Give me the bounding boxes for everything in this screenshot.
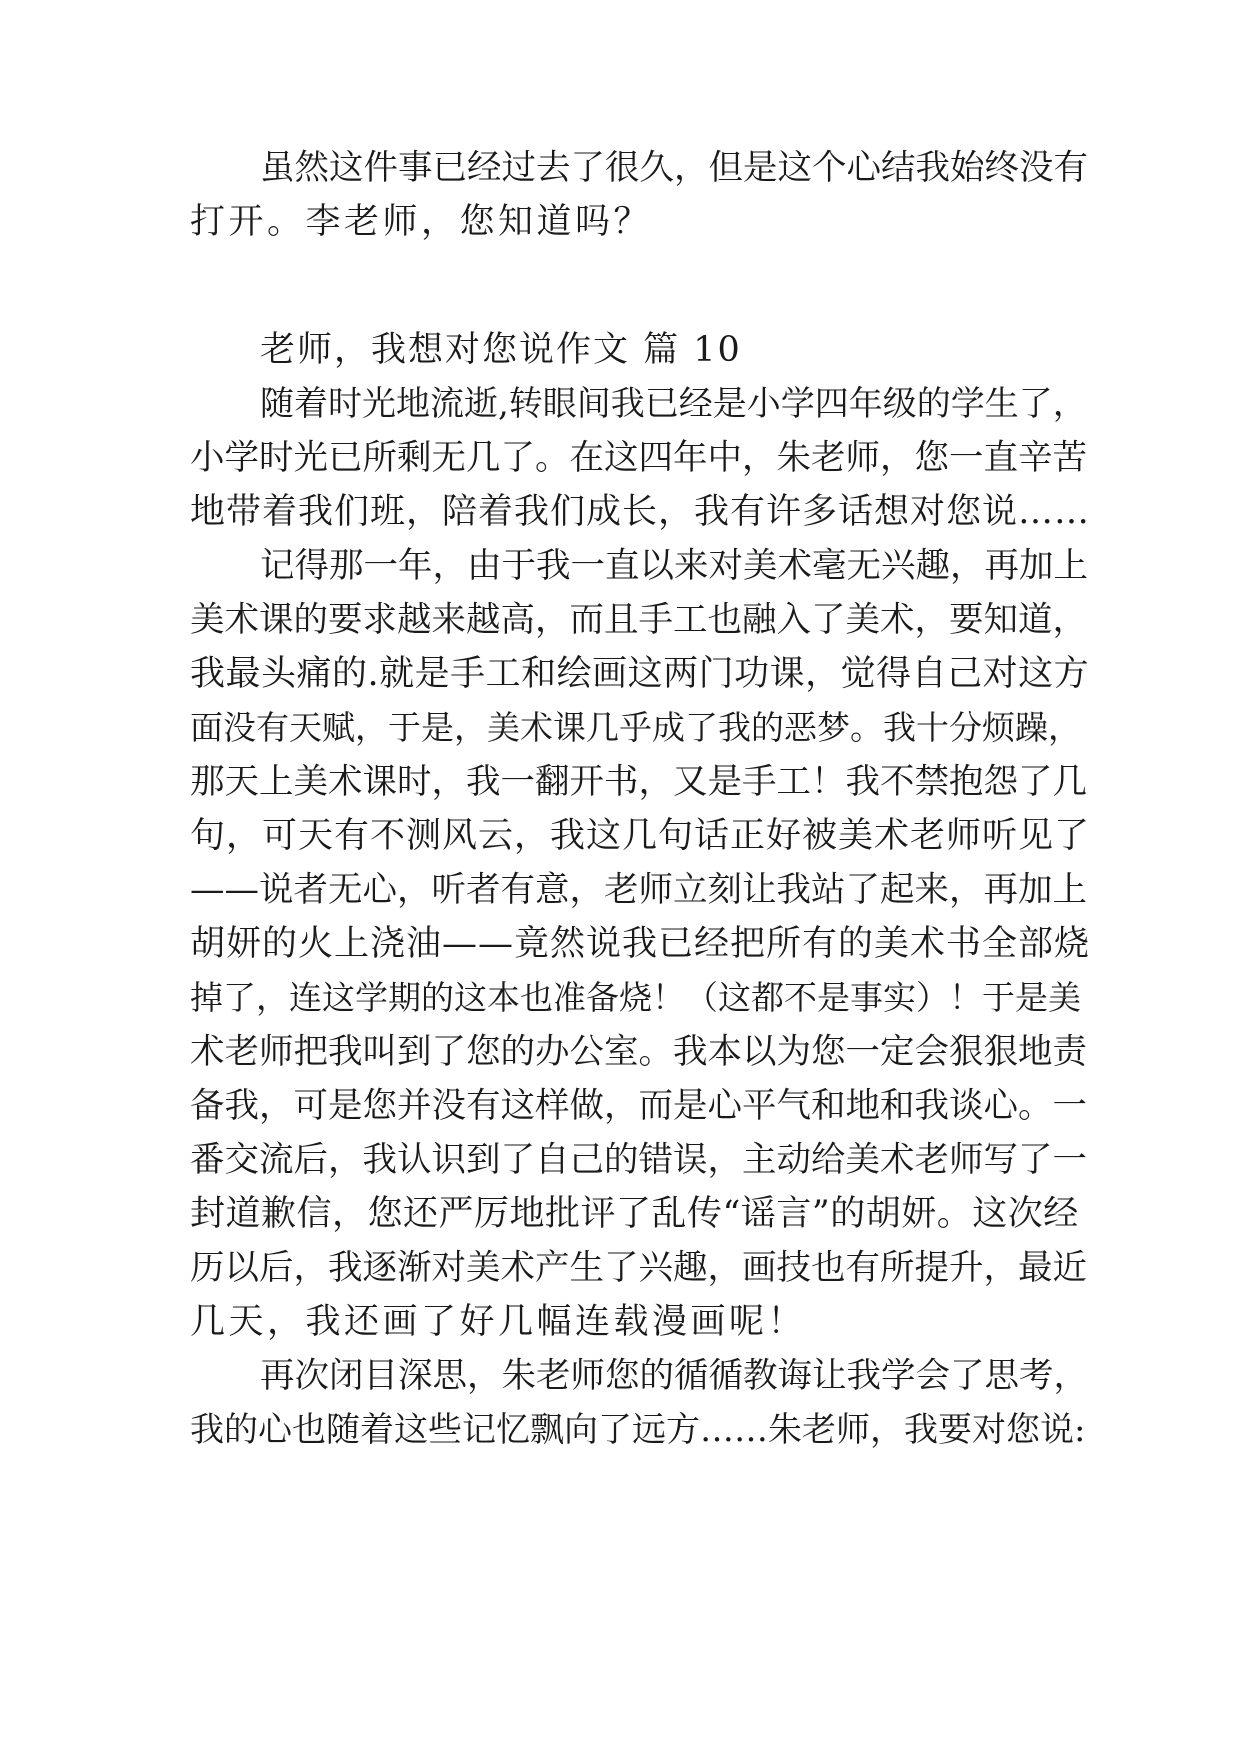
section-heading: 老师，我想对您说作文 篇 10: [260, 330, 742, 370]
text-line: 术老师把我叫到了您的办公室。我本以为您一定会狠狠地责: [190, 1032, 1087, 1072]
text-line: 虽然这件事已经过去了很久，但是这个心结我始终没有: [260, 148, 1088, 188]
text-line: 我的心也随着这些记忆飘向了远方……朱老师，我要对您说:: [190, 1410, 1086, 1450]
text-line: 小学时光已所剩无几了。在这四年中，朱老师，您一直辛苦: [190, 438, 1087, 478]
text-line: 随着时光地流逝,转眼间我已经是小学四年级的学生了，: [260, 384, 1087, 424]
text-line: 记得那一年，由于我一直以来对美术毫无兴趣，再加上: [260, 546, 1088, 586]
text-line: 那天上美术课时，我一翻开书，又是手工！我不禁抱怨了几: [190, 762, 1087, 802]
text-line: 备我，可是您并没有这样做，而是心平气和地和我谈心。一: [190, 1086, 1087, 1126]
text-line: 我最头痛的.就是手工和绘画这两门功课，觉得自己对这方: [190, 654, 1090, 694]
text-line: 几天，我还画了好几幅连载漫画呢！: [190, 1302, 807, 1342]
text-line: 封道歉信，您还严厉地批评了乱传“谣言”的胡妍。这次经: [190, 1194, 1079, 1234]
text-line: 历以后，我逐渐对美术产生了兴趣，画技也有所提升，最近: [190, 1248, 1087, 1288]
text-line: 句，可天有不测风云，我这几句话正好被美术老师听见了: [190, 816, 1091, 856]
text-line: 地带着我们班，陪着我们成长，我有许多话想对您说……: [190, 492, 1091, 532]
text-line: 胡妍的火上浇油——竟然说我已经把所有的美术书全部烧: [190, 924, 1091, 964]
text-line: 打开。李老师，您知道吗？: [190, 202, 653, 242]
text-line: 番交流后，我认识到了自己的错误，主动给美术老师写了一: [190, 1140, 1087, 1180]
text-line: 面没有天赋，于是，美术课几乎成了我的恶梦。我十分烦躁，: [190, 708, 1081, 747]
text-line: 再次闭目深思，朱老师您的循循教诲让我学会了思考，: [260, 1356, 1088, 1396]
text-line: ——说者无心，听者有意，老师立刻让我站了起来，再加上: [190, 870, 1087, 910]
text-line: 美术课的要求越来越高，而且手工也融入了美术，要知道，: [190, 600, 1087, 640]
text-line: 掉了，连这学期的这本也准备烧！（这都不是事实）！于是美: [190, 978, 1081, 1017]
